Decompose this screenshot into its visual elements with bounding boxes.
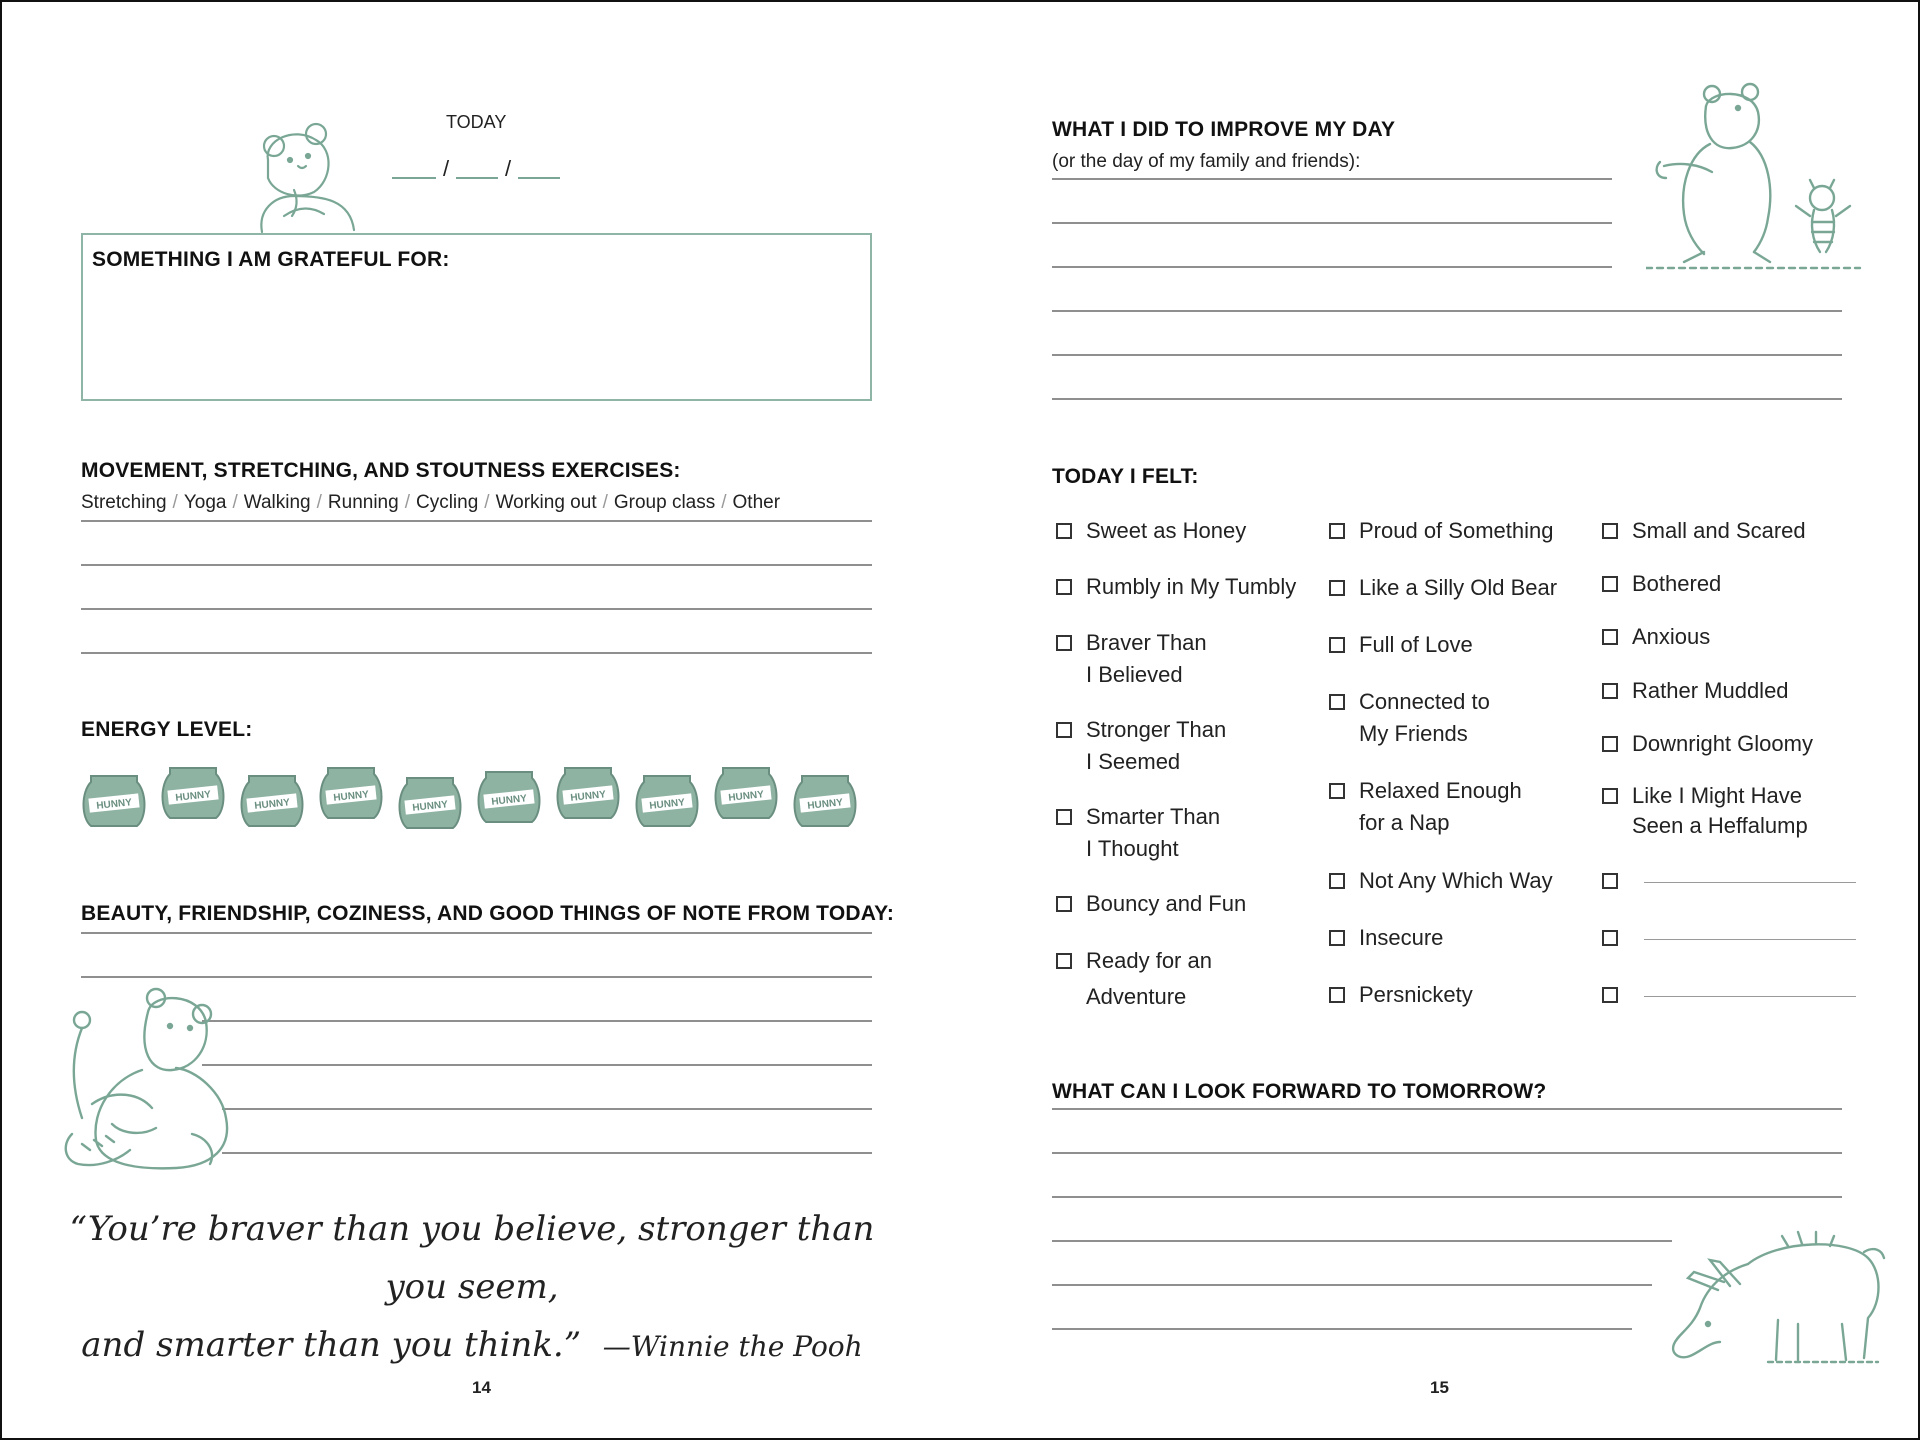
- feeling-sweet-as-honey[interactable]: [1056, 515, 1246, 547]
- feeling-label-line-2: I Thought: [1086, 836, 1179, 861]
- pot-label: HUNNY: [727, 789, 765, 804]
- feeling-persnickety[interactable]: [1329, 979, 1473, 1011]
- feeling-small-and-scared[interactable]: [1602, 515, 1806, 547]
- checkbox[interactable]: [1602, 930, 1618, 946]
- pooh-tigger-illustration: [52, 984, 232, 1174]
- honey-pot-icon-8[interactable]: [634, 766, 700, 832]
- pot-label: HUNNY: [95, 797, 133, 812]
- checkbox[interactable]: [1602, 576, 1618, 592]
- movement-heading: MOVEMENT, STRETCHING, AND STOUTNESS EXERCISES:: [81, 459, 681, 482]
- checkbox[interactable]: [1056, 809, 1072, 825]
- improve-line-1[interactable]: [1052, 178, 1612, 180]
- feeling-rather-muddled[interactable]: [1602, 675, 1789, 707]
- pot-label: HUNNY: [411, 799, 449, 814]
- date-year-field[interactable]: [518, 177, 560, 179]
- felt-heading: TODAY I FELT:: [1052, 465, 1199, 488]
- feeling-seen-a-heffalump[interactable]: [1602, 781, 1808, 841]
- feeling-custom-1[interactable]: [1602, 865, 1856, 897]
- feeling-label: Smarter Than: [1086, 804, 1221, 829]
- checkbox[interactable]: [1602, 683, 1618, 699]
- feeling-label: Like a Silly Old Bear: [1359, 575, 1558, 600]
- checkbox[interactable]: [1602, 987, 1618, 1003]
- feeling-label: Full of Love: [1359, 632, 1473, 657]
- good-things-line-5[interactable]: [222, 1108, 872, 1110]
- today-label: TODAY: [446, 112, 507, 132]
- checkbox[interactable]: [1056, 523, 1072, 539]
- feeling-label-line-2: Adventure: [1086, 984, 1187, 1009]
- checkbox[interactable]: [1329, 523, 1345, 539]
- feeling-braver-than-i-believed[interactable]: [1056, 627, 1207, 691]
- improve-line-4[interactable]: [1052, 310, 1842, 312]
- tomorrow-heading: WHAT CAN I LOOK FORWARD TO TOMORROW?: [1052, 1080, 1547, 1103]
- quote-line-1: “You’re braver than you believe, stronger than you seem,: [69, 1209, 875, 1307]
- option-working-out: Working out: [495, 492, 597, 513]
- tomorrow-line-3[interactable]: [1052, 1196, 1842, 1198]
- option-running: Running: [327, 492, 399, 513]
- feeling-anxious[interactable]: [1602, 621, 1710, 653]
- quote-line-2: and smarter than you think.”: [81, 1325, 582, 1365]
- feeling-stronger-than-i-seemed[interactable]: [1056, 714, 1226, 778]
- feeling-like-a-silly-old-bear[interactable]: [1329, 572, 1557, 604]
- feeling-label-line-2: for a Nap: [1359, 810, 1450, 835]
- option-stretching: Stretching: [81, 492, 167, 513]
- checkbox[interactable]: [1329, 930, 1345, 946]
- custom-feeling-line[interactable]: [1644, 882, 1856, 883]
- feeling-label-line-2: I Believed: [1086, 662, 1183, 687]
- movement-line-1[interactable]: [81, 520, 872, 522]
- improve-subheading: (or the day of my family and friends):: [1052, 151, 1361, 172]
- eeyore-illustration: [1668, 1224, 1888, 1364]
- pot-label: HUNNY: [253, 797, 291, 812]
- improve-line-3[interactable]: [1052, 266, 1612, 268]
- feeling-label: Bothered: [1632, 571, 1722, 596]
- pot-label: HUNNY: [648, 797, 686, 812]
- improve-line-2[interactable]: [1052, 222, 1612, 224]
- date-separator-2: /: [505, 156, 512, 181]
- left-page: [2, 2, 960, 1438]
- honey-pot-icon-2[interactable]: [160, 758, 226, 824]
- feeling-label: Ready for an: [1086, 948, 1212, 973]
- feeling-label: Relaxed Enough: [1359, 778, 1522, 803]
- checkbox[interactable]: [1329, 873, 1345, 889]
- option-separator: /: [172, 492, 178, 513]
- good-things-line-3[interactable]: [202, 1020, 872, 1022]
- date-separator-1: /: [443, 156, 450, 181]
- feeling-not-any-which-way[interactable]: [1329, 865, 1553, 897]
- feeling-label: Bouncy and Fun: [1086, 891, 1247, 916]
- feeling-custom-3[interactable]: [1602, 979, 1856, 1011]
- feeling-label: Proud of Something: [1359, 518, 1554, 543]
- date-month-field[interactable]: [392, 177, 436, 179]
- checkbox[interactable]: [1329, 694, 1345, 710]
- pot-label: HUNNY: [174, 789, 212, 804]
- tomorrow-line-4[interactable]: [1052, 1240, 1672, 1242]
- checkbox[interactable]: [1602, 523, 1618, 539]
- feeling-ready-for-an-adventure[interactable]: [1056, 943, 1212, 1015]
- movement-line-3[interactable]: [81, 608, 872, 610]
- option-separator: /: [484, 492, 490, 513]
- improve-heading: WHAT I DID TO IMPROVE MY DAY: [1052, 118, 1396, 141]
- feeling-label: Insecure: [1359, 925, 1444, 950]
- feeling-label: Sweet as Honey: [1086, 518, 1247, 543]
- page-number-left: 14: [472, 1378, 491, 1397]
- feeling-rumbly-in-my-tumbly[interactable]: [1056, 571, 1296, 603]
- feeling-downright-gloomy[interactable]: [1602, 728, 1813, 760]
- feeling-label: Connected to: [1359, 689, 1490, 714]
- honey-pot-icon-7[interactable]: [555, 758, 621, 824]
- tomorrow-line-1[interactable]: [1052, 1108, 1842, 1110]
- checkbox[interactable]: [1056, 953, 1072, 969]
- feeling-label: Anxious: [1632, 624, 1711, 649]
- quote-line-2-wrap: [62, 1316, 882, 1376]
- tomorrow-line-6[interactable]: [1052, 1328, 1632, 1330]
- tomorrow-line-2[interactable]: [1052, 1152, 1842, 1154]
- option-walking: Walking: [243, 492, 311, 513]
- good-things-line-4[interactable]: [202, 1064, 872, 1066]
- feeling-label: Braver Than: [1086, 630, 1207, 655]
- good-things-line-2[interactable]: [81, 976, 872, 978]
- feeling-proud-of-something[interactable]: [1329, 515, 1553, 547]
- checkbox[interactable]: [1602, 788, 1618, 804]
- feeling-insecure[interactable]: [1329, 922, 1443, 954]
- feeling-label: Stronger Than: [1086, 717, 1227, 742]
- option-yoga: Yoga: [183, 492, 227, 513]
- feeling-label: Rather Muddled: [1632, 678, 1789, 703]
- feeling-custom-2[interactable]: [1602, 922, 1856, 954]
- quote-attribution: —Winnie the Pooh: [602, 1330, 863, 1363]
- tomorrow-line-5[interactable]: [1052, 1284, 1652, 1286]
- custom-feeling-line[interactable]: [1644, 939, 1856, 940]
- feeling-smarter-than-i-thought[interactable]: [1056, 801, 1220, 865]
- option-other: Other: [732, 492, 781, 513]
- option-cycling: Cycling: [415, 492, 479, 513]
- checkbox[interactable]: [1329, 580, 1345, 596]
- honey-pot-row: [81, 758, 861, 838]
- feeling-bothered[interactable]: [1602, 568, 1721, 600]
- pot-label: HUNNY: [569, 789, 607, 804]
- feeling-label: Persnickety: [1359, 982, 1473, 1007]
- pooh-quote: [62, 1200, 882, 1376]
- improve-line-6[interactable]: [1052, 398, 1842, 400]
- option-separator: /: [232, 492, 238, 513]
- checkbox[interactable]: [1602, 873, 1618, 889]
- movement-line-2[interactable]: [81, 564, 872, 566]
- checkbox[interactable]: [1056, 722, 1072, 738]
- date-day-field[interactable]: [456, 177, 498, 179]
- feeling-label: Like I Might Have: [1632, 783, 1802, 808]
- pot-label: HUNNY: [490, 793, 528, 808]
- honey-pot-icon-6[interactable]: [476, 762, 542, 828]
- pot-label: HUNNY: [332, 789, 370, 804]
- honey-pot-icon-9[interactable]: [713, 758, 779, 824]
- pooh-piglet-illustration: [1646, 82, 1866, 272]
- good-things-heading: BEAUTY, FRIENDSHIP, COZINESS, AND GOOD THINGS OF NOTE FROM TODAY:: [81, 902, 895, 925]
- honey-pot-icon-4[interactable]: [318, 758, 384, 824]
- feeling-label: Downright Gloomy: [1632, 731, 1813, 756]
- exercise-options: [81, 492, 780, 514]
- checkbox[interactable]: [1329, 987, 1345, 1003]
- feeling-full-of-love[interactable]: [1329, 629, 1473, 661]
- movement-line-4[interactable]: [81, 652, 872, 654]
- custom-feeling-line[interactable]: [1644, 996, 1856, 997]
- honey-pot-icon-1[interactable]: [81, 766, 147, 832]
- feeling-label: Rumbly in My Tumbly: [1086, 574, 1297, 599]
- feeling-bouncy-and-fun[interactable]: [1056, 888, 1246, 920]
- option-separator: /: [721, 492, 727, 513]
- feeling-connected-to-my-friends[interactable]: [1329, 686, 1490, 750]
- checkbox[interactable]: [1056, 896, 1072, 912]
- checkbox[interactable]: [1602, 629, 1618, 645]
- feeling-label-line-2: Seen a Heffalump: [1632, 813, 1808, 838]
- option-group-class: Group class: [613, 492, 716, 513]
- page-number-right: 15: [1430, 1378, 1449, 1397]
- pooh-peeking-illustration: [254, 120, 366, 240]
- honey-pot-icon-10[interactable]: [792, 766, 858, 832]
- feeling-label: Not Any Which Way: [1359, 868, 1553, 893]
- feeling-label-line-2: My Friends: [1359, 721, 1468, 746]
- improve-line-5[interactable]: [1052, 354, 1842, 356]
- checkbox[interactable]: [1329, 783, 1345, 799]
- checkbox[interactable]: [1602, 736, 1618, 752]
- option-separator: /: [602, 492, 608, 513]
- checkbox[interactable]: [1056, 579, 1072, 595]
- option-separator: /: [316, 492, 322, 513]
- feeling-label: Small and Scared: [1632, 518, 1806, 543]
- checkbox[interactable]: [1329, 637, 1345, 653]
- checkbox[interactable]: [1056, 635, 1072, 651]
- honey-pot-icon-3[interactable]: [239, 766, 305, 832]
- pot-label: HUNNY: [806, 797, 844, 812]
- energy-heading: ENERGY LEVEL:: [81, 718, 253, 741]
- feeling-label-line-2: I Seemed: [1086, 749, 1181, 774]
- honey-pot-icon-5[interactable]: [397, 768, 463, 834]
- grateful-heading: SOMETHING I AM GRATEFUL FOR:: [92, 248, 450, 271]
- right-page: [960, 2, 1918, 1438]
- good-things-line-6[interactable]: [222, 1152, 872, 1154]
- good-things-line-1[interactable]: [81, 932, 872, 934]
- feeling-relaxed-enough-for-a-nap[interactable]: [1329, 775, 1522, 839]
- option-separator: /: [404, 492, 410, 513]
